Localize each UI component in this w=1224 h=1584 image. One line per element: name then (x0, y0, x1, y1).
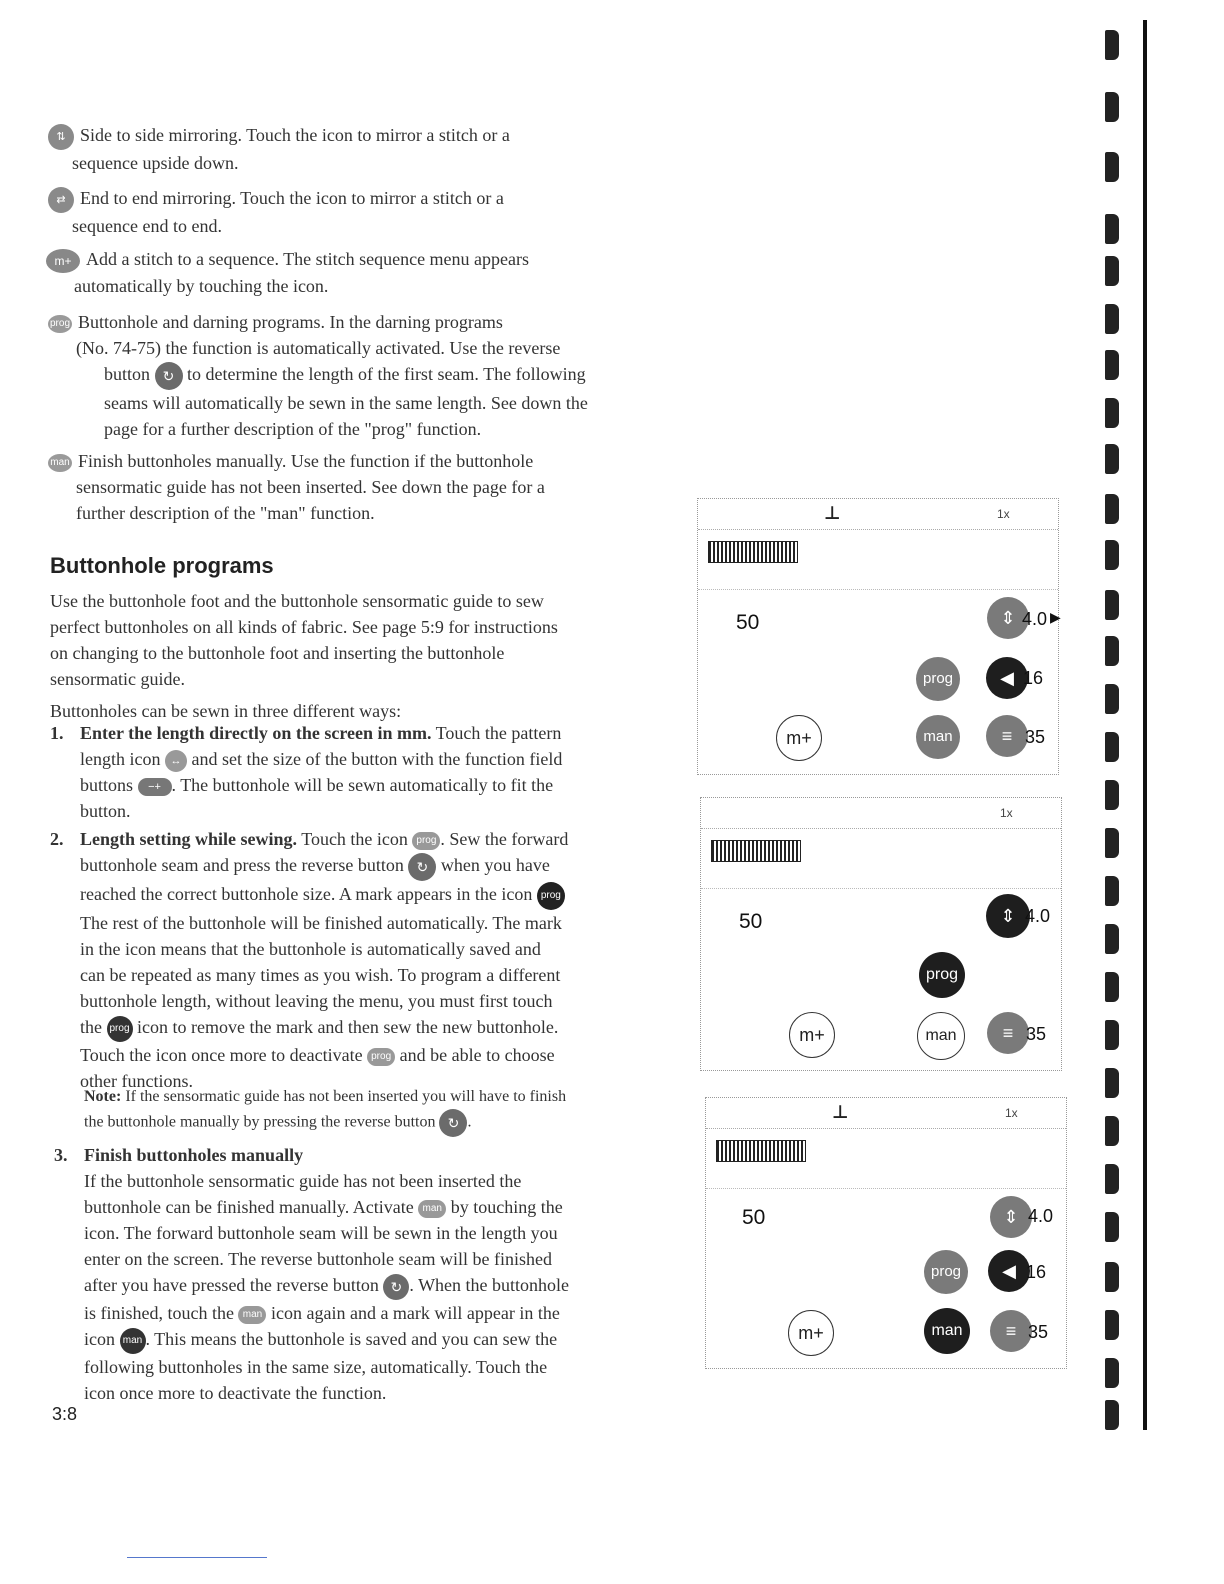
section-title: Buttonhole programs (50, 553, 274, 578)
man-icon[interactable]: man (48, 454, 72, 472)
prog-button-2[interactable]: prog (919, 952, 965, 998)
index-tab[interactable] (1105, 828, 1119, 858)
index-tab[interactable] (1105, 398, 1119, 428)
prog-text-4: seams will automatically be sewn in the same length. See down the (104, 392, 588, 413)
size-value: 16 (1023, 668, 1044, 688)
prog-marked-icon-2[interactable]: prog (107, 1016, 133, 1042)
index-tab[interactable] (1105, 924, 1119, 954)
list-item-2: 2. Length setting while sewing. Touch the icon prog . Sew the forward buttonhole seam and press the reverse button ↻ when you have reached the correct buttonhole size. A mark appears in the icon prog The rest of the buttonhole will be finished automatically. The mark in the icon means that the buttonhole is automatically saved and can be repeated as many times as you wish. To program a different buttonhole length, without leaving the menu, you must first touch the prog icon to remove the mark and then sew the new buttonhole. Touch the icon once more to deactivate prog and be able to choose other functions. (50, 829, 569, 1091)
reverse-button-icon-3[interactable]: ↻ (439, 1109, 467, 1137)
prog-button-3[interactable]: prog (924, 1250, 968, 1294)
index-tab[interactable] (1105, 92, 1119, 122)
index-tab[interactable] (1105, 304, 1119, 334)
add-stitch-button-2[interactable]: m+ (789, 1012, 835, 1058)
list-item-1: 1. Enter the length directly on the screen in mm. Touch the pattern length icon ↔ and set the size of the button with the function field buttons −+ . The buttonhole will be sewn automatically to fit the button. (50, 723, 563, 821)
index-tab[interactable] (1105, 444, 1119, 474)
index-tab[interactable] (1105, 30, 1119, 60)
length-value-3: 4.0 (1028, 1206, 1054, 1226)
screen-1 (697, 498, 1059, 775)
stitch-density-icon-3[interactable]: ≡ (990, 1310, 1032, 1352)
side-mirror-text: Side to side mirroring. Touch the icon to mirror a stitch or a (80, 125, 510, 145)
screen-1-header (698, 499, 1058, 530)
man-text-3: further description of the "man" function. (76, 503, 375, 523)
length-value: 4.0 (1022, 609, 1048, 629)
buttonhole-stitch-bar (708, 541, 798, 563)
stitch-density-icon[interactable]: ≡ (986, 715, 1028, 757)
man-paragraph (48, 448, 668, 526)
bottom-rule (127, 1557, 267, 1558)
prog-inline-icon-2[interactable]: prog (367, 1048, 395, 1066)
screen-3 (705, 1097, 1067, 1369)
index-tab[interactable] (1105, 494, 1119, 524)
index-tab[interactable] (1105, 540, 1119, 570)
index-tab[interactable] (1105, 1262, 1119, 1292)
prog-text-5: page for a further description of the "prog" function. (104, 418, 482, 439)
reverse-button-icon-2[interactable]: ↻ (408, 853, 436, 881)
buttonhole-size-icon-3[interactable]: ◀ (988, 1250, 1030, 1292)
prog-text-1: Buttonhole and darning programs. In the darning programs (78, 312, 503, 332)
index-tab[interactable] (1105, 256, 1119, 286)
index-tab[interactable] (1105, 1164, 1119, 1194)
screen-3-header (706, 1098, 1066, 1129)
stitch-length-icon-3[interactable]: ⇕ (990, 1196, 1032, 1238)
stitch-density-icon-2[interactable]: ≡ (987, 1012, 1029, 1054)
index-tab[interactable] (1105, 1116, 1119, 1146)
man-inline-icon[interactable]: man (418, 1200, 446, 1218)
stitch-width-value-2: 50 (739, 910, 763, 933)
man-inline-icon-2[interactable]: man (238, 1306, 266, 1324)
density-value-3: 35 (1028, 1322, 1049, 1342)
reverse-button-icon[interactable]: ↻ (155, 362, 183, 390)
buttonhole-stitch-bar-3 (716, 1140, 806, 1162)
end-mirror-text-2: sequence end to end. (72, 215, 222, 236)
screen-3-divider (706, 1188, 1066, 1190)
screen-1-count: 1x (997, 507, 1010, 521)
stitch-length-icon-2[interactable]: ⇕ (986, 894, 1030, 938)
add-stitch-button[interactable]: m+ (776, 715, 822, 761)
prog-button[interactable]: prog (916, 657, 960, 701)
index-tab[interactable] (1105, 1212, 1119, 1242)
density-value-2: 35 (1026, 1024, 1047, 1044)
screen-2-divider (701, 888, 1061, 890)
index-tab[interactable] (1105, 1068, 1119, 1098)
side-mirror-paragraph (48, 122, 668, 176)
stitch-width-value-3: 50 (742, 1206, 766, 1229)
index-tab[interactable] (1105, 684, 1119, 714)
index-tab[interactable] (1105, 1400, 1119, 1430)
index-tab[interactable] (1105, 350, 1119, 380)
side-mirror-text-2: sequence upside down. (72, 152, 239, 173)
prog-text-3a: button (104, 364, 151, 384)
end-mirror-text: End to end mirroring. Touch the icon to mirror a stitch or a (80, 188, 504, 208)
index-tab[interactable] (1105, 636, 1119, 666)
index-tab[interactable] (1105, 780, 1119, 810)
size-value-3: 16 (1026, 1262, 1047, 1282)
binding-spine (1143, 20, 1147, 1430)
screen-2-count: 1x (1000, 806, 1013, 820)
list-item-3: 3. Finish buttonholes manually If the buttonhole sensormatic guide has not been inserted the buttonhole can be finished manually. Activate man by touching the icon. The forward buttonhole seam will be sewn in the length you enter on the screen. The reverse buttonhole seam will be finished after you have pressed the reverse button ↻ . When the buttonhole is finished, touch the man icon again and a mark will appear in the icon man . This means the buttonhole is saved and you can sew the following buttonholes in the same size, automatically. Touch the icon once more to deactivate the function. (54, 1145, 570, 1403)
density-value: 35 (1025, 727, 1046, 747)
index-tabs (1097, 0, 1157, 1584)
index-tab[interactable] (1105, 876, 1119, 906)
stitch-length-icon[interactable]: ⇕ (987, 597, 1029, 639)
index-tab[interactable] (1105, 590, 1119, 620)
pattern-length-icon[interactable]: ↔ (165, 750, 187, 772)
prog-icon[interactable]: prog (48, 315, 72, 333)
prog-text-3b: to determine the length of the first seam. The following (187, 364, 586, 384)
buttonhole-stitch-bar-2 (711, 840, 801, 862)
buttonhole-size-icon[interactable]: ◀ (986, 657, 1028, 699)
screen-2 (700, 797, 1062, 1071)
function-field-buttons-icon[interactable]: −+ (138, 778, 172, 796)
add-stitch-paragraph (46, 246, 666, 299)
prog-paragraph (48, 309, 668, 442)
prog-inline-icon[interactable]: prog (412, 832, 440, 850)
section-intro: Use the buttonhole foot and the buttonhole sensormatic guide to sew perfect buttonholes on all kinds of fabric. See page 5:9 for instructions on changing to the buttonhole foot and inserting the buttonhole sensormatic guide. Buttonholes can be sewn in three different ways: (50, 591, 558, 721)
add-stitch-text: Add a stitch to a sequence. The stitch sequence menu appears (86, 249, 530, 269)
index-tab[interactable] (1105, 1358, 1119, 1388)
screen-2-header (701, 798, 1061, 829)
prog-text-2: (No. 74-75) the function is automatically activated. Use the reverse (76, 338, 561, 358)
man-button-2[interactable]: man (917, 1012, 965, 1060)
add-stitch-icon[interactable]: m+ (46, 249, 80, 273)
end-to-end-mirror-icon[interactable]: ⇄ (48, 187, 74, 213)
page-number: 3:8 (52, 1404, 78, 1424)
screen-1-divider (698, 589, 1058, 591)
index-tab[interactable] (1105, 1020, 1119, 1050)
index-tab[interactable] (1105, 732, 1119, 762)
reverse-button-icon-4[interactable]: ↻ (383, 1274, 409, 1300)
note: Note: If the sensormatic guide has not been inserted you will have to finish the buttonhole manually by pressing the reverse button ↻ . (84, 1085, 684, 1137)
prog-marked-icon[interactable]: prog (537, 882, 565, 910)
man-marked-icon[interactable]: man (120, 1328, 146, 1354)
index-tab[interactable] (1105, 972, 1119, 1002)
length-value-2: 4.0 (1025, 906, 1051, 926)
index-tab[interactable] (1105, 214, 1119, 244)
man-text-1: Finish buttonholes manually. Use the function if the buttonhole (78, 451, 534, 471)
man-text-2: sensormatic guide has not been inserted. See down the page for a (76, 477, 545, 497)
index-tab[interactable] (1105, 1310, 1119, 1340)
man-button[interactable]: man (916, 715, 960, 759)
man-button-3[interactable]: man (924, 1308, 970, 1354)
add-stitch-button-3[interactable]: m+ (788, 1310, 834, 1356)
end-mirror-paragraph (48, 185, 668, 239)
index-tab[interactable] (1105, 152, 1119, 182)
presser-foot-icon: ⊥ (824, 503, 841, 523)
screen-3-count: 1x (1005, 1106, 1018, 1120)
increase-arrow-icon[interactable]: ▶ (1050, 609, 1061, 625)
add-stitch-text-2: automatically by touching the icon. (74, 275, 329, 296)
presser-foot-icon-3: ⊥ (832, 1102, 849, 1122)
side-to-side-mirror-icon[interactable]: ⇅ (48, 124, 74, 150)
stitch-width-value: 50 (736, 611, 760, 634)
